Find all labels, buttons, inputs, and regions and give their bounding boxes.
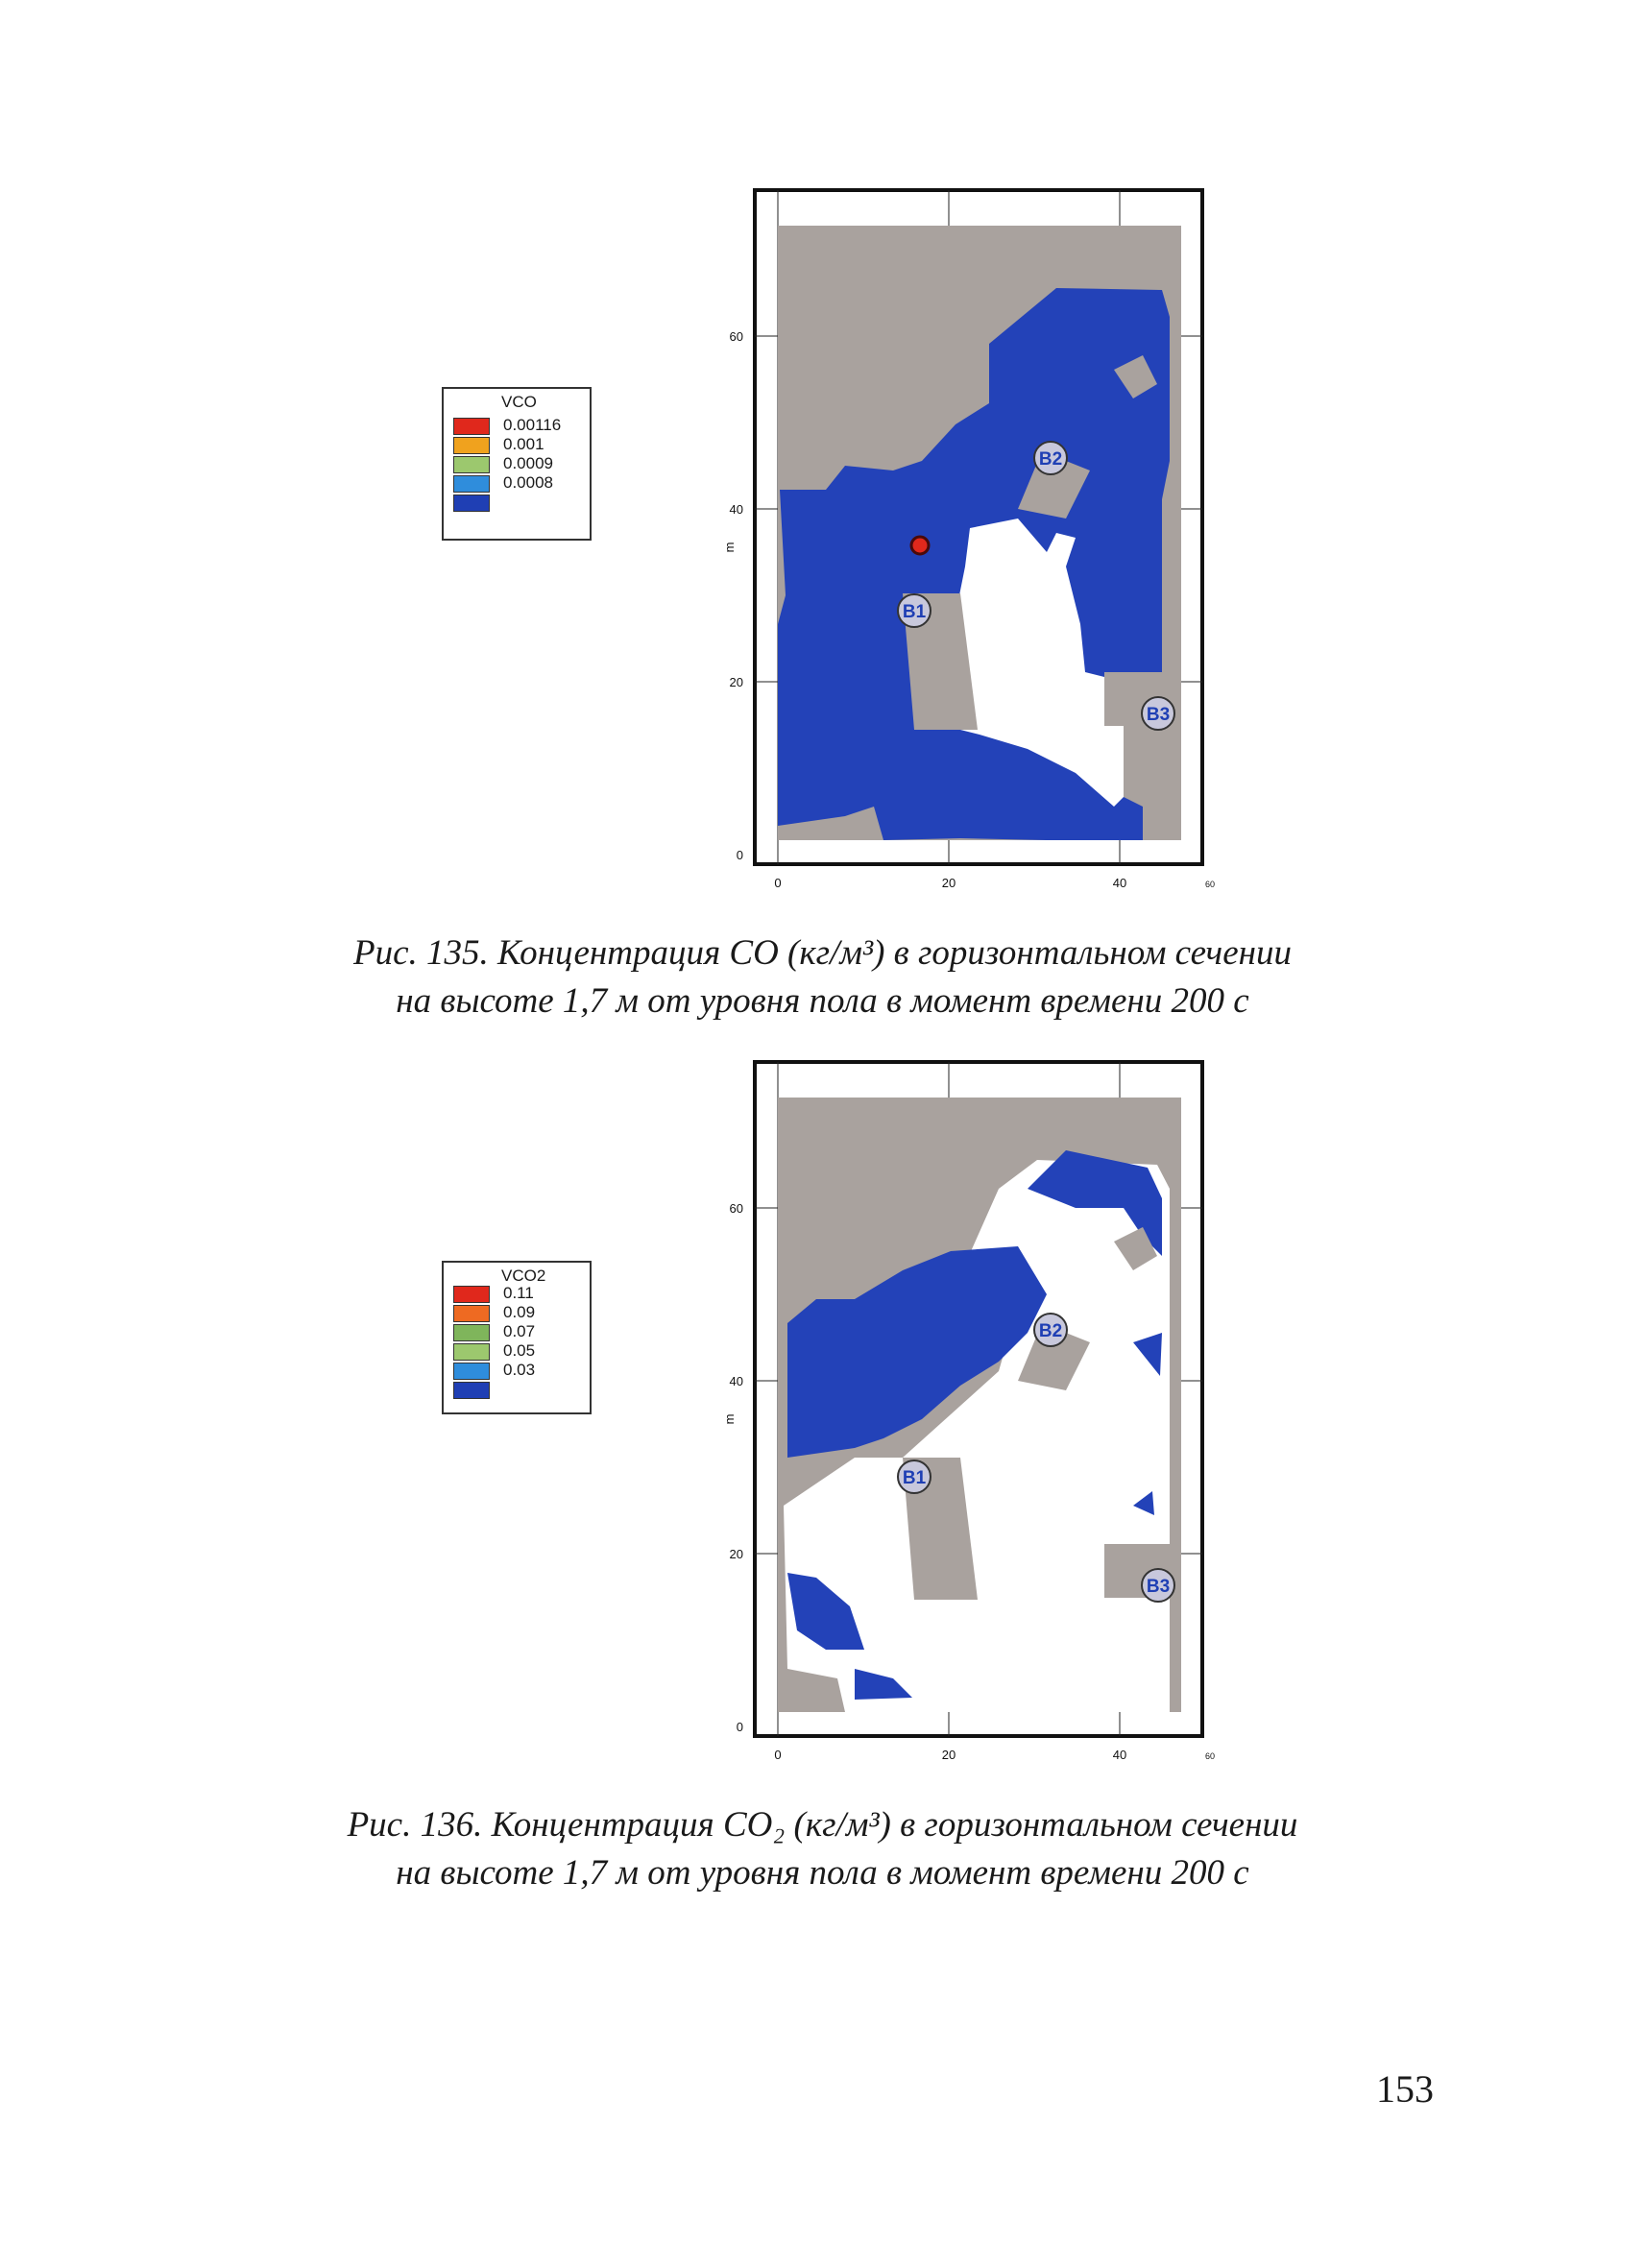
fire-source-marker (911, 537, 929, 554)
page-number: 153 (1376, 2067, 1434, 2111)
y-tick: 20 (729, 675, 743, 689)
caption-line: Рис. 135. Концентрация СО (кг/м³) в горизонтальном сечении (353, 933, 1292, 973)
legend-swatch (453, 495, 490, 512)
y-tick: 0 (736, 848, 743, 862)
legend-swatch (453, 1324, 490, 1341)
legend-value: 0.05 (503, 1341, 536, 1360)
legend-swatch (453, 1305, 490, 1322)
y-tick: 20 (729, 1547, 743, 1561)
svg-text:B1: B1 (902, 1468, 927, 1488)
y-tick: 0 (736, 1720, 743, 1734)
y-tick: 40 (729, 502, 743, 517)
co2-concentration-plot (711, 1054, 1229, 1784)
x-tick: 20 (941, 876, 956, 890)
x-tick: 0 (774, 876, 782, 890)
obstacle-label-b2 (1034, 1314, 1067, 1346)
x-tick: 40 (1112, 1748, 1127, 1762)
legend-swatch (453, 1286, 490, 1303)
legend-swatch (453, 1382, 490, 1399)
y-tick: 60 (729, 1201, 743, 1216)
x-tick: 20 (941, 1748, 956, 1762)
legend-value: 0.03 (503, 1361, 536, 1379)
svg-text:B2: B2 (1038, 449, 1063, 470)
caption-line: на высоте 1,7 м от уровня пола в момент времени 200 с (396, 981, 1249, 1021)
legend-swatch (453, 1343, 490, 1361)
legend-value: 0.11 (503, 1284, 534, 1302)
obstacle-label-b1 (898, 594, 931, 627)
svg-text:B3: B3 (1146, 705, 1171, 725)
x-tick: 60 (1204, 1751, 1216, 1761)
figure-caption (0, 929, 1645, 1025)
legend-title: VCO (501, 393, 537, 411)
legend-value: 0.0008 (503, 473, 553, 492)
legend-vco (442, 387, 592, 541)
x-tick: 40 (1112, 876, 1127, 890)
legend-value: 0.09 (503, 1303, 536, 1321)
legend-value: 0.0009 (503, 454, 553, 472)
obstacle-label-b3 (1142, 697, 1174, 730)
y-axis-label: m (722, 542, 737, 553)
obstacle-label-b1 (898, 1460, 931, 1493)
svg-text:B3: B3 (1146, 1577, 1171, 1597)
obstacle-label-b3 (1142, 1569, 1174, 1602)
legend-swatch (453, 475, 490, 493)
legend-swatch (453, 456, 490, 473)
caption-line: Рис. 136. Концентрация СО₂ (кг/м³) в горизонтальном сечении (347, 1805, 1298, 1845)
legend-swatch (453, 437, 490, 454)
y-tick: 40 (729, 1374, 743, 1388)
svg-text:B1: B1 (902, 602, 927, 622)
legend-value: 0.00116 (503, 416, 562, 434)
legend-vco2 (442, 1261, 592, 1414)
x-tick: 60 (1204, 880, 1216, 889)
legend-value: 0.07 (503, 1322, 536, 1340)
caption-line: на высоте 1,7 м от уровня пола в момент времени 200 с (396, 1853, 1249, 1893)
obstacle-label-b2 (1034, 442, 1067, 474)
legend-title: VCO2 (501, 1267, 546, 1285)
legend-swatch (453, 418, 490, 435)
co-concentration-plot (711, 182, 1229, 912)
y-tick: 60 (729, 329, 743, 344)
legend-swatch (453, 1363, 490, 1380)
y-axis-label: m (722, 1413, 737, 1425)
legend-value: 0.001 (503, 435, 544, 453)
svg-text:B2: B2 (1038, 1321, 1063, 1341)
x-tick: 0 (774, 1748, 782, 1762)
figure-caption (0, 1801, 1645, 1897)
